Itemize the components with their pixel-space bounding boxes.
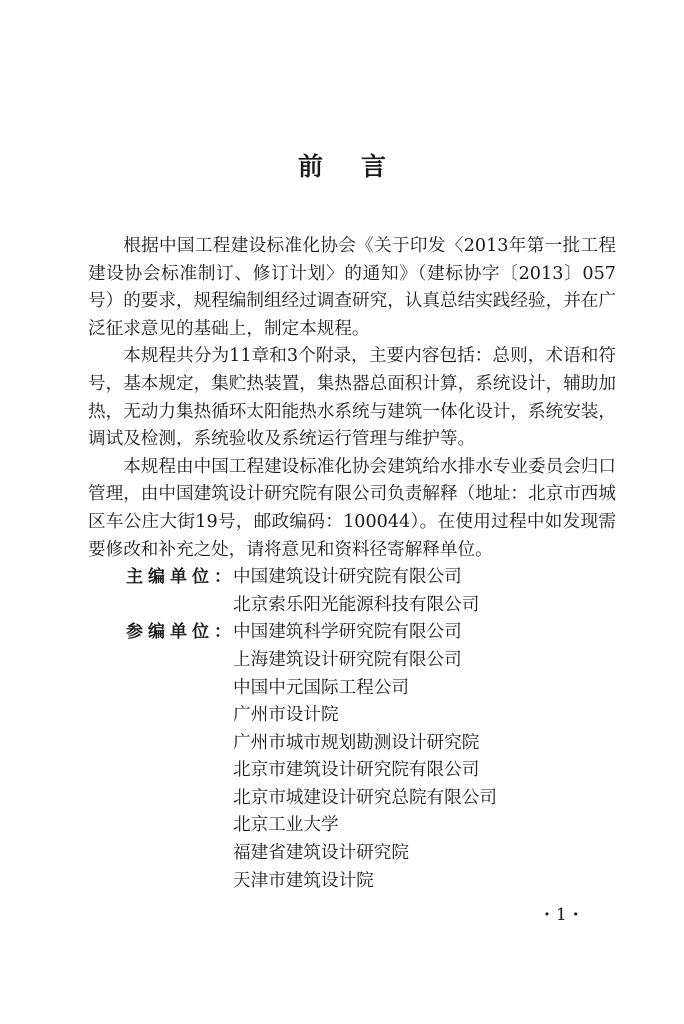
participating-editors-label: 参编单位： [126, 622, 236, 643]
page-number [538, 905, 585, 925]
paragraph-2: 本规程共分为11章和3个附录，主要内容包括：总则，术语和符号，基本规定，集贮热装置，集热器总面积计算，系统设计，辅助加热，无动力集热循环太阳能热水系统与建筑一体化设计，系统安装，调试及检测，系统验收及系统运行管理与维护等。 [88, 346, 616, 450]
paragraph-1: 根据中国工程建设标准化协会《关于印发〈2013年第一批工程建设协会标准制订、修订计划〉的通知》（建标协字〔2013〕057号）的要求，规程编制组经过调查研究，认真总结实践经验，并在广泛征求意见的基础上，制定本规程。 [88, 236, 616, 339]
participating-unit: 北京工业大学 [233, 815, 339, 836]
paragraph-3: 本规程由中国工程建设标准化协会建筑给水排水专业委员会归口管理，由中国建筑设计研究院有限公司负责解释（地址：北京市西城区车公庄大街19号，邮政编码：100044）。在使用过程中如发现需要修改和补充之处，请将意见和资料径寄解释单位。 [88, 456, 616, 560]
chief-editors-group [88, 564, 616, 619]
participating-unit: 广州市设计院 [233, 705, 339, 726]
participating-unit: 上海建筑设计研究院有限公司 [233, 649, 462, 670]
participating-unit: 北京市城建设计研究总院有限公司 [233, 787, 497, 808]
chief-editors-list [233, 564, 479, 619]
participating-unit: 广州市城市规划勘测设计研究院 [233, 732, 480, 753]
participating-unit: 天津市建筑设计院 [233, 870, 374, 891]
participating-unit: 福建省建筑设计研究院 [233, 843, 409, 864]
page-number-dot-left: · [544, 905, 550, 925]
page-number-dot-right: · [572, 905, 579, 925]
document-body [88, 233, 616, 895]
participating-unit: 中国中元国际工程公司 [233, 677, 409, 698]
participating-editors-group [88, 619, 616, 895]
participating-unit: 中国建筑科学研究院有限公司 [233, 622, 462, 643]
chief-editors-label: 主编单位： [126, 567, 236, 588]
participating-editors-list [233, 619, 497, 895]
page-number-value: 1 [555, 905, 567, 925]
chief-editor-unit: 中国建筑设计研究院有限公司 [233, 567, 462, 588]
chief-editor-unit: 北京索乐阳光能源科技有限公司 [233, 594, 480, 615]
editor-units-block [88, 564, 616, 895]
page-title: 前言 [297, 152, 424, 181]
participating-unit: 北京市建筑设计研究院有限公司 [233, 760, 480, 781]
